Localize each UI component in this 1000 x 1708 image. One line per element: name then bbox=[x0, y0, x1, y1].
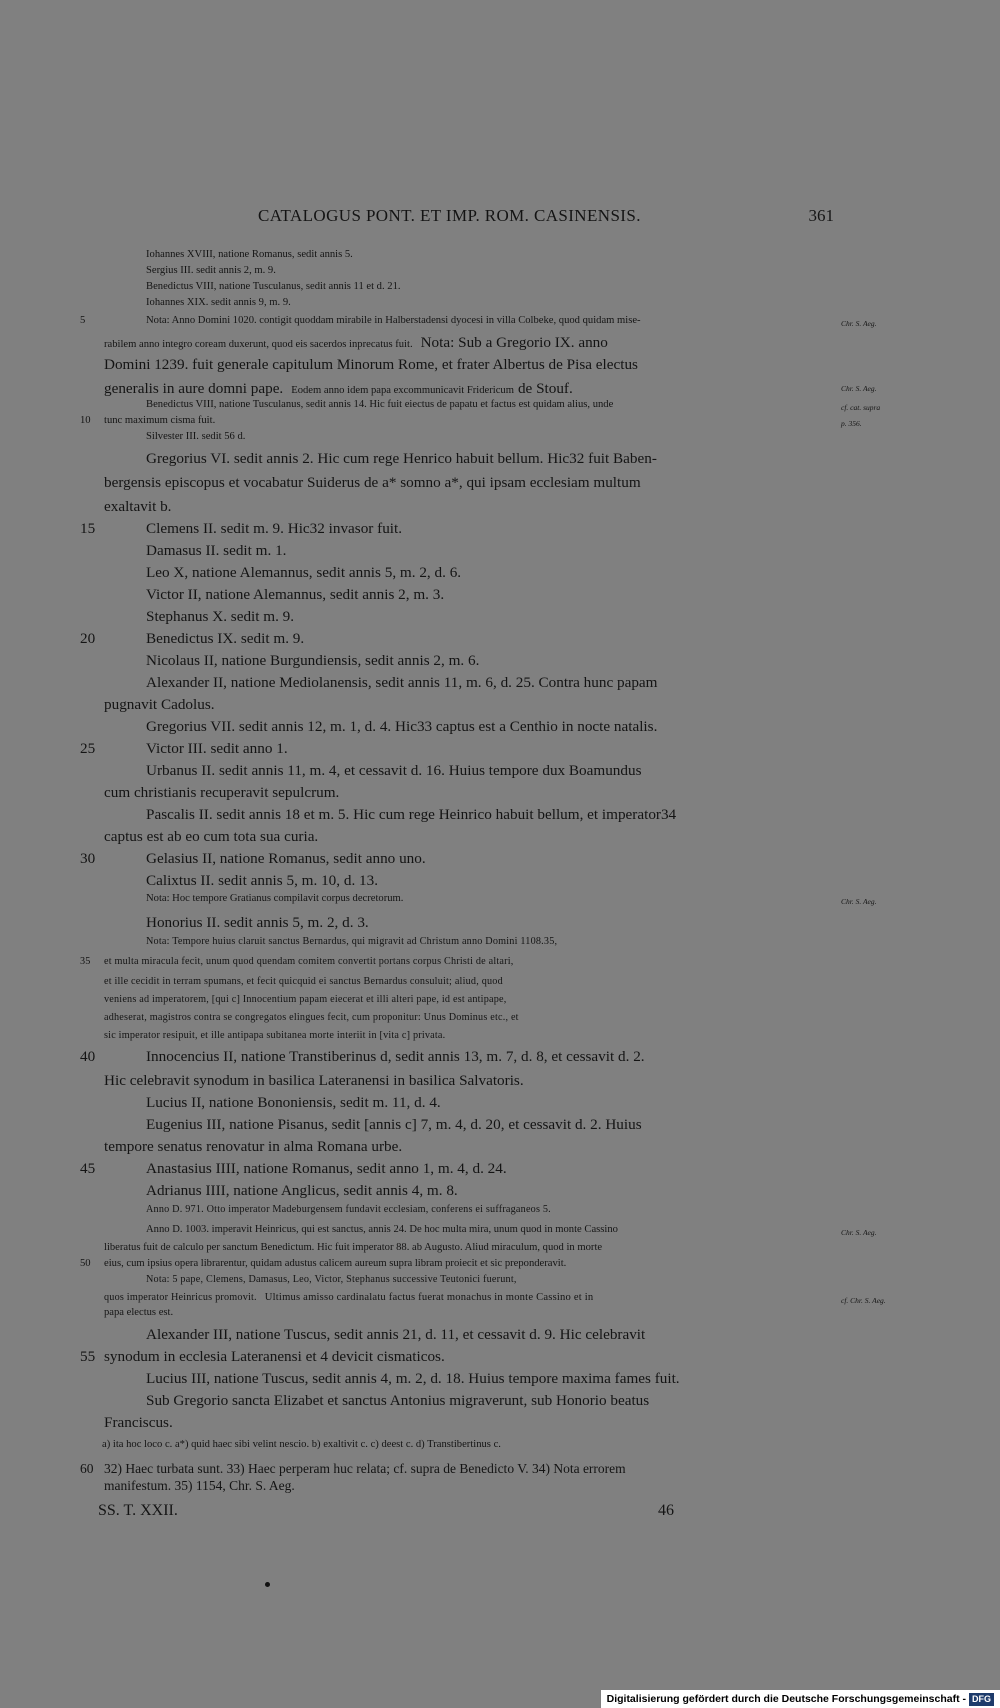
text-line bbox=[80, 763, 840, 778]
text-line bbox=[80, 1161, 840, 1176]
text-line bbox=[80, 400, 840, 411]
text-line bbox=[80, 565, 840, 580]
line-text: Nicolaus II, natione Burgundiensis, sedit annis 2, m. 6. bbox=[146, 652, 480, 669]
text-line bbox=[80, 719, 840, 734]
line-text: Gelasius II, natione Romanus, sedit anno uno. bbox=[146, 850, 426, 867]
line-text: Adrianus IIII, natione Anglicus, sedit annis 4, m. 8. bbox=[146, 1182, 458, 1199]
text-line bbox=[80, 416, 840, 427]
line-text: exaltavit b. bbox=[104, 498, 172, 515]
line-text-small: Eodem anno idem papa excommunicavit Fridericum bbox=[291, 385, 514, 396]
line-text: tunc maximum cisma fuit. bbox=[104, 415, 216, 426]
text-line bbox=[80, 1259, 840, 1270]
line-text-large: Nota: Sub a Gregorio IX. anno bbox=[420, 334, 608, 351]
line-number: 5 bbox=[80, 315, 86, 326]
credit-text: Digitalisierung gefördert durch die Deutsche Forschungsgemeinschaft - bbox=[606, 1693, 966, 1705]
text-line bbox=[80, 995, 840, 1005]
text-line bbox=[80, 298, 840, 309]
line-text: papa electus est. bbox=[104, 1307, 174, 1318]
text-line bbox=[80, 250, 840, 261]
sheet-number: 46 bbox=[658, 1502, 674, 1519]
line-text: Benedictus VIII, natione Tusculanus, sedit annis 11 et d. 21. bbox=[146, 281, 401, 292]
text-line bbox=[80, 1308, 840, 1319]
text-line bbox=[80, 785, 840, 800]
text-line bbox=[80, 1415, 840, 1430]
text-line bbox=[80, 1183, 840, 1198]
text-line bbox=[80, 587, 840, 602]
text-line bbox=[80, 451, 840, 466]
line-text: Nota: Hoc tempore Gratianus compilavit corpus decretorum. bbox=[146, 893, 404, 904]
line-text: sic imperator resipuit, et ille antipapa subitanea morte interiit in [vita c] privata. bbox=[104, 1030, 446, 1041]
line-text: pugnavit Cadolus. bbox=[104, 696, 215, 713]
margin-note: Chr. S. Aeg. bbox=[841, 384, 877, 393]
line-text: Pascalis II. sedit annis 18 et m. 5. Hic cum rege Heinrico habuit bellum, et imperator34 bbox=[146, 806, 677, 823]
text-line bbox=[80, 432, 840, 443]
text-line bbox=[80, 335, 840, 351]
dfg-logo: DFG bbox=[969, 1693, 994, 1706]
line-text: Innocencius II, natione Transtiberinus d, sedit annis 13, m. 7, d. 8, et cessavit d. 2. bbox=[146, 1048, 645, 1065]
text-line bbox=[80, 521, 840, 536]
line-text: Franciscus. bbox=[104, 1414, 173, 1431]
text-line bbox=[80, 543, 840, 558]
text-line bbox=[80, 1371, 840, 1386]
line-number: 35 bbox=[80, 956, 91, 967]
margin-note: Chr. S. Aeg. bbox=[841, 319, 877, 328]
text-line bbox=[80, 851, 840, 866]
line-text: Alexander III, natione Tuscus, sedit annis 21, d. 11, et cessavit d. 9. Hic celebravit bbox=[146, 1326, 646, 1343]
text-line bbox=[80, 915, 840, 930]
line-text: adheserat, magistros contra se congregatos elingues fecit, cum proponitur: Unus Dominus etc., et bbox=[104, 1012, 519, 1023]
line-text: Hic celebravit synodum in basilica Lateranensi in basilica Salvatoris. bbox=[104, 1072, 524, 1089]
text-line bbox=[80, 1013, 840, 1023]
line-text: Nota: Anno Domini 1020. contigit quoddam mirabile in Halberstadensi dyocesi in villa Colbeke, quod quidam mise- bbox=[146, 315, 641, 326]
text-line bbox=[80, 829, 840, 844]
line-text: Iohannes XIX. sedit annis 9, m. 9. bbox=[146, 297, 291, 308]
line-text: Victor III. sedit anno 1. bbox=[146, 740, 288, 757]
text-line bbox=[80, 631, 840, 646]
line-text: tempore senatus renovatur in alma Romana urbe. bbox=[104, 1138, 403, 1155]
line-text: Gregorius VI. sedit annis 2. Hic cum rege Henrico habuit bellum. Hic32 fuit Baben- bbox=[146, 450, 657, 467]
text-line bbox=[80, 653, 840, 668]
line-number: 25 bbox=[80, 740, 96, 757]
running-title: CATALOGUS PONT. ET IMP. ROM. CASINENSIS. bbox=[258, 206, 641, 225]
line-number: 20 bbox=[80, 630, 96, 647]
text-line bbox=[80, 381, 840, 397]
line-text: veniens ad imperatorem, [qui c] Innocentium papam eiecerat et illi alteri pape, id est antipape, bbox=[104, 994, 507, 1005]
line-text: Urbanus II. sedit annis 11, m. 4, et cessavit d. 16. Huius tempore dux Boamundus bbox=[146, 762, 642, 779]
margin-note: p. 356. bbox=[841, 419, 862, 428]
text-line bbox=[80, 357, 840, 372]
line-text: generalis in aure domni pape. bbox=[104, 380, 284, 397]
footnote-line bbox=[80, 1462, 840, 1476]
line-text: cum christianis recuperavit sepulcrum. bbox=[104, 784, 340, 801]
text-line bbox=[80, 741, 840, 756]
text-line bbox=[80, 1327, 840, 1342]
text-line bbox=[80, 937, 840, 947]
line-text: Anastasius IIII, natione Romanus, sedit anno 1, m. 4, d. 24. bbox=[146, 1160, 507, 1177]
line-text: bergensis episcopus et vocabatur Suiderus de a* somno a*, qui ipsam ecclesiam multum bbox=[104, 474, 641, 491]
margin-note: cf. cat. supra bbox=[841, 403, 881, 412]
line-text: Sub Gregorio sancta Elizabet et sanctus Antonius migraverunt, sub Honorio beatus bbox=[146, 1392, 650, 1409]
text-line bbox=[80, 475, 840, 490]
text-line bbox=[80, 1031, 840, 1041]
text-line bbox=[80, 1275, 840, 1285]
footnote-text: 32) Haec turbata sunt. 33) Haec perperam huc relata; cf. supra de Benedicto V. 34) Nota errorem bbox=[104, 1461, 626, 1476]
margin-note: cf. Chr. S. Aeg. bbox=[841, 1296, 886, 1305]
line-text: Benedictus VIII, natione Tusculanus, sedit annis 14. Hic fuit eiectus de papatu et factus est quidam alius, unde bbox=[146, 399, 614, 410]
line-text: Anno D. 971. Otto imperator Madeburgensem fundavit ecclesiam, conferens ei suffraganeos 5. bbox=[146, 1204, 551, 1215]
footnote-line bbox=[80, 1479, 840, 1493]
line-number: 40 bbox=[80, 1048, 96, 1065]
line-number: 55 bbox=[80, 1348, 96, 1365]
line-text: Anno D. 1003. imperavit Heinricus, qui est sanctus, annis 24. De hoc multa mira, unum quod in monte Cassino bbox=[146, 1224, 618, 1235]
line-number: 15 bbox=[80, 520, 96, 537]
line-text: Leo X, natione Alemannus, sedit annis 5, m. 2, d. 6. bbox=[146, 564, 462, 581]
text-line bbox=[80, 282, 840, 293]
text-line bbox=[80, 957, 840, 967]
line-text: Nota: Tempore huius claruit sanctus Bernardus, qui migravit ad Christum anno Domini 1108.35, bbox=[146, 936, 558, 947]
line-text: Iohannes XVIII, natione Romanus, sedit annis 5. bbox=[146, 249, 353, 260]
line-number: 30 bbox=[80, 850, 96, 867]
line-text: eius, cum ipsius opera librarentur, quidam adustus calicem aureum supra libram proiecit et sic preponderavit. bbox=[104, 1258, 567, 1269]
line-text: Sergius III. sedit annis 2, m. 9. bbox=[146, 265, 276, 276]
line-text: captus est ab eo cum tota sua curia. bbox=[104, 828, 319, 845]
footnotes-letters: a) ita hoc loco c. a*) quid haec sibi velint nescio. b) exaltivit c. c) deest c. d) Transtibertinus c. bbox=[102, 1439, 501, 1450]
line-text: Calixtus II. sedit annis 5, m. 10, d. 13. bbox=[146, 872, 379, 889]
line-text: quos imperator Heinricus promovit. bbox=[104, 1292, 257, 1303]
text-line bbox=[80, 1349, 840, 1364]
line-text: Damasus II. sedit m. 1. bbox=[146, 542, 287, 559]
text-line bbox=[80, 1393, 840, 1408]
text-line bbox=[80, 316, 840, 327]
running-header bbox=[98, 206, 838, 232]
text-line bbox=[80, 266, 840, 277]
text-line bbox=[80, 499, 840, 514]
text-line bbox=[80, 609, 840, 624]
text-line bbox=[80, 894, 840, 905]
signature-mark: SS. T. XXII. bbox=[98, 1502, 178, 1519]
text-line bbox=[80, 1073, 840, 1088]
line-text: et multa miracula fecit, unum quod quendam comitem convertit portans corpus Christi de altari, bbox=[104, 956, 514, 967]
text-line bbox=[80, 1293, 840, 1304]
text-line bbox=[80, 1225, 840, 1236]
text-line bbox=[80, 807, 840, 822]
line-number: 50 bbox=[80, 1258, 91, 1269]
line-text: Eugenius III, natione Pisanus, sedit [annis c] 7, m. 4, d. 20, et cessavit d. 2. Huius bbox=[146, 1116, 642, 1133]
line-text: Clemens II. sedit m. 9. Hic32 invasor fuit. bbox=[146, 520, 403, 537]
line-number: 45 bbox=[80, 1160, 96, 1177]
text-line bbox=[80, 1117, 840, 1132]
ink-speck bbox=[265, 1582, 270, 1587]
text-line bbox=[80, 977, 840, 987]
text-line bbox=[80, 1139, 840, 1154]
text-line bbox=[80, 873, 840, 888]
line-text: Silvester III. sedit 56 d. bbox=[146, 431, 246, 442]
line-text-small: Ultimus amisso cardinalatu factus fuerat monachus in monte Cassino et in bbox=[264, 1292, 594, 1303]
line-text: Domini 1239. fuit generale capitulum Minorum Rome, et frater Albertus de Pisa electus bbox=[104, 356, 638, 373]
line-number: 10 bbox=[80, 415, 91, 426]
line-text: Alexander II, natione Mediolanensis, sedit annis 11, m. 6, d. 25. Contra hunc papam bbox=[146, 674, 658, 691]
line-text: et ille cecidit in terram spumans, et fecit quicquid ei sanctus Bernardus consuluit; aliud, quod bbox=[104, 976, 503, 987]
line-text: Lucius II, natione Bononiensis, sedit m. 11, d. 4. bbox=[146, 1094, 441, 1111]
text-line bbox=[80, 1205, 840, 1215]
text-line bbox=[80, 697, 840, 712]
line-text: synodum in ecclesia Lateranensi et 4 devicit cismaticos. bbox=[104, 1348, 445, 1365]
line-text: Victor II, natione Alemannus, sedit annis 2, m. 3. bbox=[146, 586, 445, 603]
margin-note: Chr. S. Aeg. bbox=[841, 897, 877, 906]
dfg-credit-bar bbox=[601, 1690, 1000, 1708]
line-text-large: de Stouf. bbox=[517, 380, 573, 397]
line-text: Stephanus X. sedit m. 9. bbox=[146, 608, 295, 625]
margin-note: Chr. S. Aeg. bbox=[841, 1228, 877, 1237]
line-text: Honorius II. sedit annis 5, m. 2, d. 3. bbox=[146, 914, 369, 931]
footnote-text: manifestum. 35) 1154, Chr. S. Aeg. bbox=[104, 1478, 295, 1493]
line-text: Nota: 5 pape, Clemens, Damasus, Leo, Victor, Stephanus successive Teutonici fuerunt, bbox=[146, 1274, 517, 1285]
line-text: liberatus fuit de calculo per sanctum Benedictum. Hic fuit imperator 88. ab Augusto. Aliud miraculum, quod in morte bbox=[104, 1242, 603, 1253]
line-text: Benedictus IX. sedit m. 9. bbox=[146, 630, 305, 647]
text-line bbox=[80, 675, 840, 690]
text-line bbox=[80, 1095, 840, 1110]
line-text: Gregorius VII. sedit annis 12, m. 1, d. 4. Hic33 captus est a Centhio in nocte natalis. bbox=[146, 718, 658, 735]
line-text: rabilem anno integro coream duxerunt, quod eis sacerdos inprecatus fuit. bbox=[104, 339, 413, 350]
line-text: Lucius III, natione Tuscus, sedit annis 4, m. 2, d. 18. Huius tempore maxima fames fuit. bbox=[146, 1370, 680, 1387]
page-number: 361 bbox=[808, 206, 834, 225]
text-line bbox=[80, 1243, 840, 1254]
line-number: 60 bbox=[80, 1461, 94, 1476]
text-line bbox=[80, 1049, 840, 1064]
